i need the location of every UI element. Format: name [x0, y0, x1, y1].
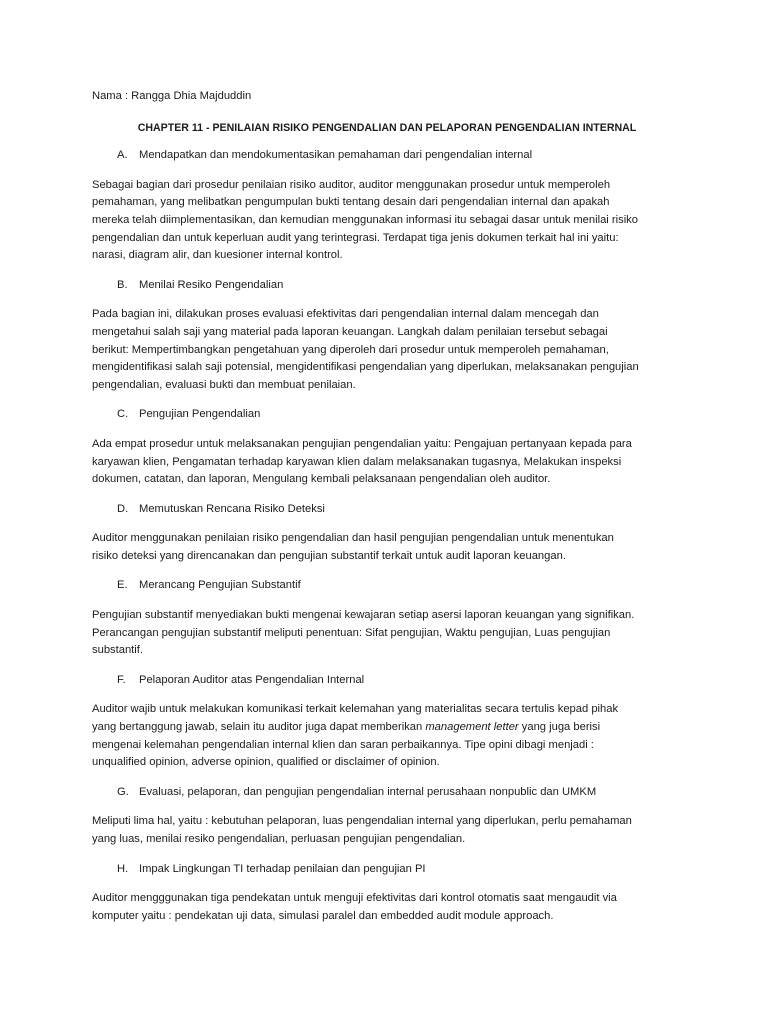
paragraph-line: Meliputi lima hal, yaitu : kebutuhan pelaporan, luas pengendalian internal yang diperlukan, perlu pemahaman — [92, 815, 632, 828]
paragraph-line: Auditor wajib untuk melakukan komunikasi terkait kelemahan yang materialitas secara tertulis kepad pihak — [92, 703, 619, 716]
section-heading-text: Pengujian Pengendalian — [139, 408, 261, 421]
paragraph-line: mengidentifikasi salah saji potensial, mengidentifikasi pengendalian yang diperlukan, melaksanakan pengujian — [92, 361, 639, 374]
section-heading — [92, 277, 682, 295]
paragraph-line: yang luas, menilai resiko pengendalian, perluasan pengujian pengendalian. — [92, 833, 466, 845]
paragraph-line: komputer yaitu : pendekatan uji data, simulasi paralel dan embedded audit module approach. — [92, 909, 554, 922]
section-paragraph — [92, 306, 682, 394]
paragraph-line: yang bertanggung jawab, selain itu auditor juga dapat memberikan management letter yang juga berisi — [92, 721, 601, 734]
section-heading — [92, 147, 682, 165]
paragraph-line: mengetahui salah saji yang material pada laporan keuangan. Langkah dalam penilaian tersebut sebagai — [92, 325, 608, 338]
section-heading — [92, 784, 682, 802]
section-letter: B. — [117, 278, 128, 291]
section-paragraph — [92, 177, 682, 265]
paragraph-line: karyawan klien, Pengamatan terhadap karyawan klien dalam melaksanakan tugasnya, Melakukan inspeksi — [92, 455, 622, 468]
paragraph-line: unqualified opinion, adverse opinion, qualified or disclaimer of opinion. — [92, 756, 440, 769]
section-paragraph — [92, 701, 682, 771]
section-letter: E. — [117, 579, 128, 592]
section-letter: F. — [117, 673, 126, 686]
paragraph-line: risiko deteksi yang direncanakan dan pengujian substantif terkait untuk audit laporan keuangan. — [92, 549, 566, 562]
section-letter: C. — [117, 408, 129, 421]
section-heading-text: Merancang Pengujian Substantif — [139, 579, 301, 592]
paragraph-line: Ada empat prosedur untuk melaksanakan pengujian pengendalian yaitu: Pengajuan pertanyaan kepada para — [92, 437, 632, 450]
section-paragraph — [92, 813, 682, 848]
section-heading-text: Pelaporan Auditor atas Pengendalian Internal — [139, 673, 365, 686]
section-heading-text: Menilai Resiko Pengendalian — [139, 278, 284, 291]
section-heading — [92, 577, 682, 595]
paragraph-line: Auditor menggunakan penilaian risiko pengendalian dan hasil pengujian pengendalian untuk menentukan — [92, 532, 614, 545]
section-heading — [92, 501, 682, 519]
section-heading-text: Impak Lingkungan TI terhadap penilaian dan pengujian PI — [139, 862, 426, 875]
section-heading — [92, 861, 682, 879]
paragraph-line: Sebagai bagian dari prosedur penilaian risiko auditor, auditor menggunakan prosedur untuk memperoleh — [92, 178, 611, 191]
paragraph-line: berikut: Mempertimbangkan pengetahuan yang diperoleh dari prosedur untuk memperoleh pemahaman, — [92, 343, 609, 356]
paragraph-line: mereka telah diimplementasikan, dan kemudian menggunakan informasi itu sebagai dasar untuk menilai risiko — [92, 213, 638, 226]
paragraph-line: Pengujian substantif menyediakan bukti mengenai kewajaran setiap asersi laporan keuangan yang signifikan. — [92, 609, 635, 622]
chapter-title: CHAPTER 11 - PENILAIAN RISIKO PENGENDALIAN DAN PELAPORAN PENGENDALIAN INTERNAL — [137, 121, 637, 134]
paragraph-line: pengendalian dan untuk keperluan audit yang terintegrasi. Terdapat tiga jenis dokumen terkait hal ini yaitu: — [92, 231, 619, 244]
paragraph-line: dokumen, catatan, dan laporan, Mengulang kembali pelaksanaan pengendalian oleh auditor. — [92, 473, 551, 486]
section-paragraph — [92, 607, 682, 660]
paragraph-line: Perancangan pengujian substantif meliputi penentuan: Sifat pengujian, Waktu pengujian, Luas pengujian — [92, 626, 611, 639]
paragraph-line: Pada bagian ini, dilakukan proses evaluasi efektivitas dari pengendalian internal dalam mencegah dan — [92, 308, 599, 321]
section-letter: G. — [117, 785, 129, 798]
paragraph-line: pemahaman, yang melibatkan pengumpulan bukti tentang desain dari pengendalian internal dan apakah — [92, 196, 610, 209]
sections-container — [92, 147, 682, 925]
section-letter: H. — [117, 862, 129, 875]
section-letter: A. — [117, 149, 128, 162]
section-heading-text: Memutuskan Rencana Risiko Deteksi — [139, 502, 325, 515]
paragraph-line: narasi, diagram alir, dan kuesioner internal kontrol. — [92, 249, 343, 262]
document-body — [92, 88, 682, 937]
section-paragraph — [92, 890, 682, 925]
paragraph-line: Auditor mengggunakan tiga pendekatan untuk menguji efektivitas dari kontrol otomatis saat mengaudit via — [92, 892, 617, 905]
section-letter: D. — [117, 502, 129, 515]
section-heading-text: Mendapatkan dan mendokumentasikan pemahaman dari pengendalian internal — [139, 149, 533, 162]
section-paragraph — [92, 436, 682, 489]
italic-term: management letter — [425, 721, 519, 734]
section-heading-text: Evaluasi, pelaporan, dan pengujian pengendalian internal perusahaan nonpublic dan UMKM — [139, 785, 597, 798]
section-heading — [92, 672, 682, 690]
paragraph-line: pengendalian, evaluasi bukti dan membuat penilaian. — [92, 378, 356, 391]
section-heading — [92, 406, 682, 424]
section-paragraph — [92, 530, 682, 565]
paragraph-line: mengenai kelemahan pengendalian internal klien dan saran perbaikannya. Tipe opini dibagi menjadi : — [92, 738, 594, 751]
author-name: Nama : Rangga Dhia Majduddin — [92, 90, 252, 102]
paragraph-line: substantif. — [92, 644, 143, 657]
